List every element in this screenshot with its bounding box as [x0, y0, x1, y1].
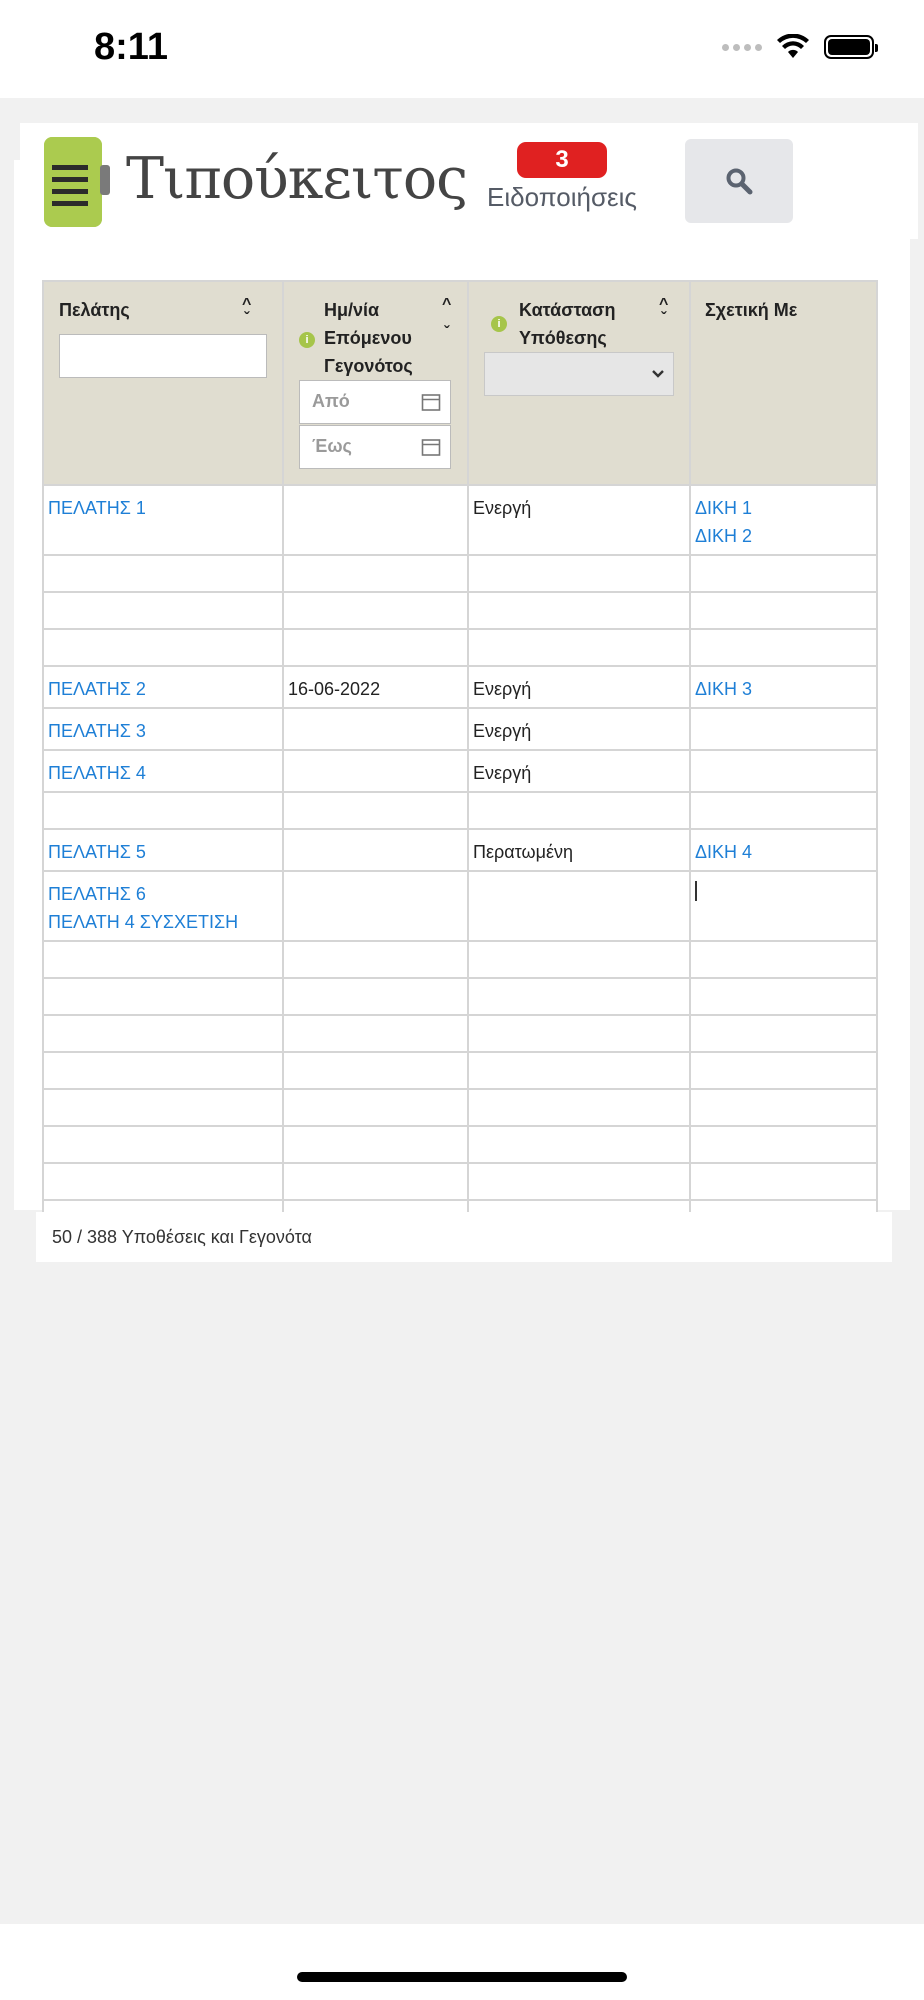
status-cell: [468, 555, 690, 592]
wifi-icon: [776, 34, 810, 60]
info-icon[interactable]: i: [299, 332, 315, 348]
date-cell: [283, 1089, 468, 1126]
date-to-input[interactable]: [299, 425, 451, 469]
table-row[interactable]: [43, 629, 877, 666]
battery-icon: [824, 35, 874, 59]
status-cell: [468, 941, 690, 978]
table-row[interactable]: [43, 829, 877, 871]
client-cell-link[interactable]: ΠΕΛΑΤΗΣ 2: [48, 679, 146, 699]
table-row[interactable]: [43, 1089, 877, 1126]
logo-icon[interactable]: [42, 135, 112, 234]
related-cell: [690, 485, 877, 555]
column-title-related: Σχετική Με: [705, 300, 798, 320]
home-indicator[interactable]: [297, 1972, 627, 1982]
related-cell-link[interactable]: ΔΙΚΗ 4: [695, 842, 753, 862]
date-cell: [283, 1126, 468, 1163]
table-row[interactable]: [43, 792, 877, 829]
table-row[interactable]: [43, 1126, 877, 1163]
info-icon[interactable]: i: [491, 316, 507, 332]
related-cell: [690, 555, 877, 592]
date-cell: [283, 1163, 468, 1200]
status-filter-select[interactable]: [484, 352, 674, 396]
related-cell: [690, 829, 877, 871]
client-cell: [43, 1052, 283, 1089]
date-cell: [283, 829, 468, 871]
client-cell: [43, 792, 283, 829]
table-body: [43, 485, 877, 1242]
table-row[interactable]: [43, 485, 877, 555]
related-cell: [690, 871, 877, 941]
sort-date-button[interactable]: ^ ˇ: [442, 296, 452, 341]
date-cell: [283, 629, 468, 666]
date-cell: [283, 555, 468, 592]
date-from-placeholder: Από: [312, 391, 350, 411]
client-cell: [43, 829, 283, 871]
date-cell: [283, 750, 468, 792]
text-cursor: [695, 881, 697, 901]
client-filter-input[interactable]: [59, 334, 267, 378]
status-time: 8:11: [94, 26, 168, 68]
related-cell: [690, 1126, 877, 1163]
date-cell: [283, 666, 468, 708]
client-cell: [43, 708, 283, 750]
notifications-button[interactable]: [484, 142, 640, 213]
status-cell: [468, 1163, 690, 1200]
brand-name[interactable]: Τιπούκειτος: [126, 146, 468, 212]
status-cell: [468, 829, 690, 871]
status-cell: [468, 871, 690, 941]
search-button[interactable]: [685, 139, 793, 223]
cases-table: [42, 280, 878, 1243]
status-cell: [468, 792, 690, 829]
status-cell: [468, 485, 690, 555]
client-cell: [43, 666, 283, 708]
status-cell: [468, 1015, 690, 1052]
notifications-label: Ειδοποιήσεις: [487, 182, 637, 212]
related-cell: [690, 1052, 877, 1089]
table-row[interactable]: [43, 1163, 877, 1200]
status-cell: [468, 1052, 690, 1089]
status-cell-text: Ενεργή: [473, 721, 532, 741]
status-cell: [468, 1126, 690, 1163]
table-row[interactable]: [43, 1015, 877, 1052]
date-cell: [283, 792, 468, 829]
date-cell: [283, 592, 468, 629]
related-cell-link[interactable]: ΔΙΚΗ 1: [695, 498, 753, 518]
status-cell: [468, 592, 690, 629]
status-cell: [468, 629, 690, 666]
related-cell: [690, 750, 877, 792]
related-cell: [690, 592, 877, 629]
calendar-icon[interactable]: [421, 437, 441, 457]
client-cell: [43, 629, 283, 666]
table-row[interactable]: [43, 555, 877, 592]
date-from-input[interactable]: [299, 380, 451, 424]
client-cell: [43, 750, 283, 792]
table-row[interactable]: [43, 666, 877, 708]
column-header-related: [690, 281, 877, 485]
client-cell: [43, 1163, 283, 1200]
column-header-case-status: [468, 281, 690, 485]
home-bar-area: [0, 1924, 924, 2000]
client-cell: [43, 941, 283, 978]
date-cell: [283, 485, 468, 555]
client-cell: [43, 1089, 283, 1126]
table-row[interactable]: [43, 592, 877, 629]
client-cell-link[interactable]: ΠΕΛΑΤΗ 4 ΣΥΣΧΕΤΙΣΗ: [48, 912, 239, 932]
client-cell: [43, 592, 283, 629]
status-cell-text: Ενεργή: [473, 679, 532, 699]
related-cell: [690, 1015, 877, 1052]
search-icon: [725, 167, 753, 195]
date-cell: [283, 978, 468, 1015]
status-cell: [468, 666, 690, 708]
column-title-case-status: Κατάσταση Υπόθεσης: [519, 300, 616, 348]
related-cell: [690, 792, 877, 829]
date-cell: [283, 871, 468, 941]
related-cell: [690, 1089, 877, 1126]
table-row[interactable]: [43, 941, 877, 978]
related-cell: [690, 629, 877, 666]
client-cell: [43, 978, 283, 1015]
date-cell: [283, 1015, 468, 1052]
status-icons: [722, 34, 874, 60]
client-cell-link[interactable]: ΠΕΛΑΤΗΣ 3: [48, 721, 146, 741]
client-cell: [43, 555, 283, 592]
status-cell: [468, 708, 690, 750]
related-cell-link[interactable]: ΔΙΚΗ 3: [695, 679, 753, 699]
table-row[interactable]: [43, 708, 877, 750]
related-cell: [690, 708, 877, 750]
status-bar: [0, 0, 924, 98]
column-title-next-event-date: Ημ/νία Επόμενου Γεγονότος: [324, 300, 413, 376]
table-row[interactable]: [43, 1052, 877, 1089]
status-cell: [468, 978, 690, 1015]
client-cell: [43, 1126, 283, 1163]
date-cell: [283, 1052, 468, 1089]
chevron-down-icon: [651, 369, 665, 379]
cellular-signal-icon: [722, 44, 762, 51]
related-cell: [690, 941, 877, 978]
table-row[interactable]: [43, 750, 877, 792]
results-summary: 50 / 388 Υποθέσεις και Γεγονότα: [36, 1212, 892, 1262]
client-cell-link[interactable]: ΠΕΛΑΤΗΣ 4: [48, 763, 146, 783]
column-header-client: [43, 281, 283, 485]
calendar-icon[interactable]: [421, 392, 441, 412]
status-cell: [468, 1089, 690, 1126]
client-cell-link[interactable]: ΠΕΛΑΤΗΣ 6: [48, 884, 146, 904]
client-cell: [43, 871, 283, 941]
table-row[interactable]: [43, 871, 877, 941]
status-cell-text: Ενεργή: [473, 498, 532, 518]
client-cell: [43, 485, 283, 555]
column-header-next-event-date: [283, 281, 468, 485]
related-cell: [690, 978, 877, 1015]
client-cell-link[interactable]: ΠΕΛΑΤΗΣ 5: [48, 842, 146, 862]
date-to-placeholder: Έως: [312, 436, 352, 456]
client-cell: [43, 1015, 283, 1052]
status-cell-text: Περατωμένη: [473, 842, 573, 862]
date-cell-text: 16-06-2022: [288, 679, 381, 699]
related-cell: [690, 666, 877, 708]
notification-count-badge: 3: [517, 142, 607, 178]
column-title-client: Πελάτης: [59, 300, 130, 320]
related-cell-link[interactable]: ΔΙΚΗ 2: [695, 526, 753, 546]
sort-client-button[interactable]: ^ ˇ: [242, 296, 252, 327]
date-cell: [283, 941, 468, 978]
client-cell-link[interactable]: ΠΕΛΑΤΗΣ 1: [48, 498, 146, 518]
status-cell-text: Ενεργή: [473, 763, 532, 783]
related-cell: [690, 1163, 877, 1200]
status-cell: [468, 750, 690, 792]
table-row[interactable]: [43, 978, 877, 1015]
sort-status-button[interactable]: ^ ˇ: [659, 296, 669, 327]
date-cell: [283, 708, 468, 750]
